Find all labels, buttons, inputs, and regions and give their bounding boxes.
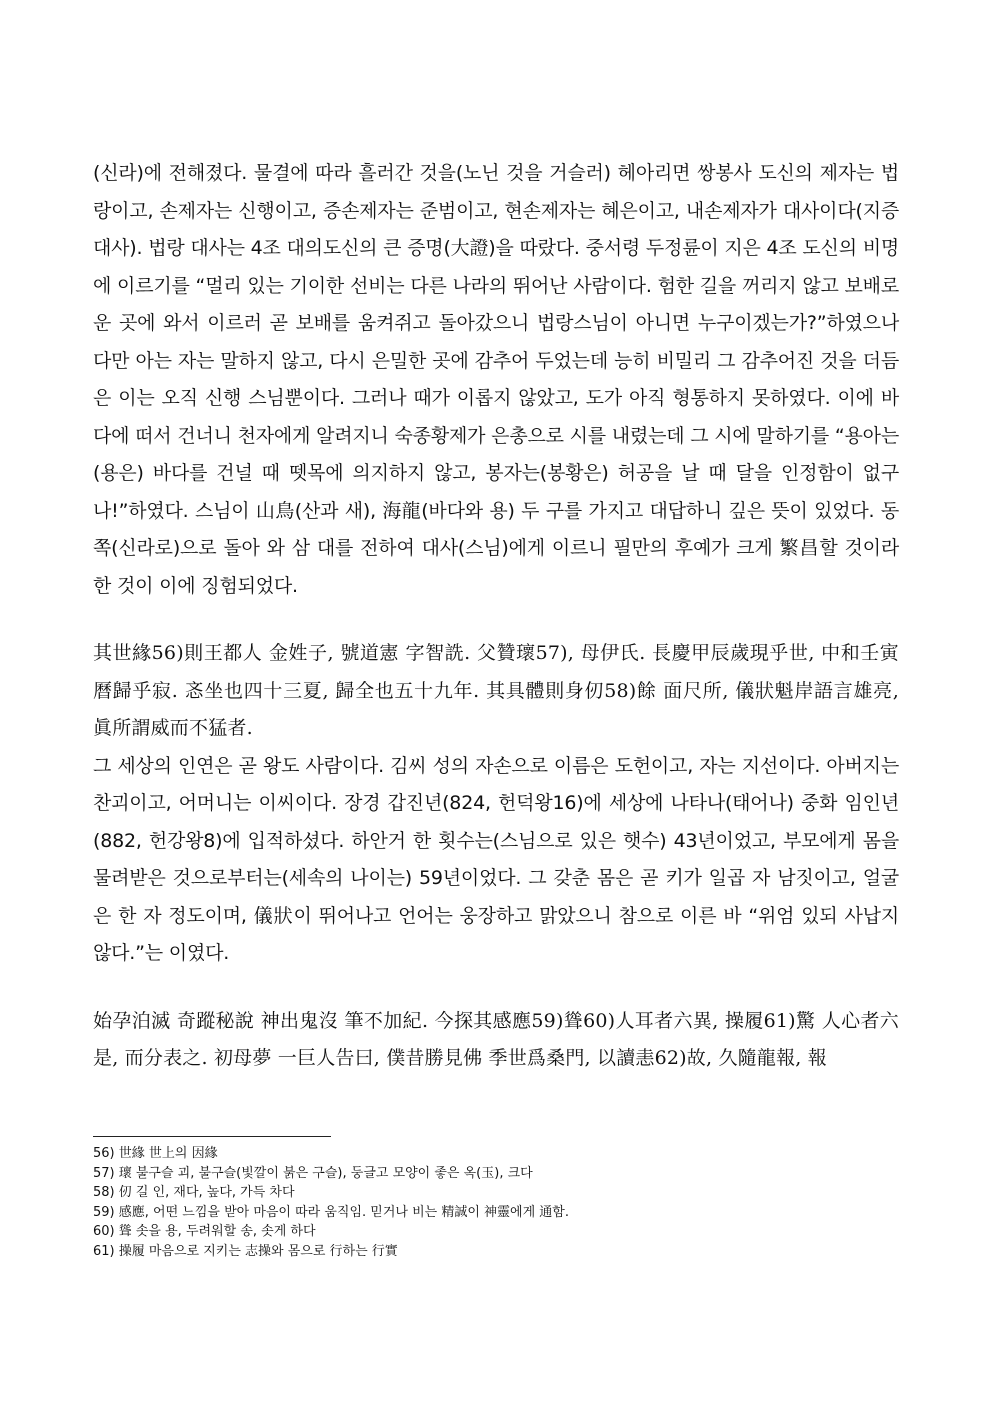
footnote-59: 59) 感應, 어떤 느낌을 받아 마음이 따라 움직임. 믿거나 비는 精誠이 神靈에게 通함. (93, 1204, 569, 1220)
classical-paragraph-1: 其世緣56)則王都人 金姓子, 號道憲 字智詵. 父贊瓌57), 母伊氏. 長慶甲辰歲現乎世, 中和壬寅曆歸乎寂. 忞坐也四十三夏, 歸全也五十九年. 其具體則身仞58)餘 面尺所, 儀狀魁岸語言雄亮, 眞所謂威而不猛者. (93, 642, 899, 739)
classical-paragraph-2: 始孕泊滅 奇蹤秘說 神出鬼沒 筆不加紀. 今探其感應59)聳60)人耳者六異, 操履61)驚 人心者六是, 而分表之. 初母夢 一巨人告曰, 僕昔勝見佛 季世爲桑門, 以讀恚62)故, 久隨龍報, 報 (93, 1009, 899, 1069)
footnotes (93, 1136, 899, 1262)
translation-paragraph-1: (신라)에 전해졌다. 물결에 따라 흘러간 것을(노닌 것을 거슬러) 헤아리면 쌍봉사 도신의 제자는 법랑이고, 손제자는 신행이고, 증손제자는 준범이고, 현손제자는 혜은이고, 내손제자가 대사이다(지증대사). 법랑 대사는 4조 대의도신의 큰 증명(大證)을 따랐다. 중서령 두정륜이 지은 4조 도신의 비명에 이르기를 “멀리 있는 기이한 선비는 다른 나라의 뛰어난 사람이다. 험한 길을 꺼리지 않고 보배로운 곳에 와서 이르러 곧 보배를 움켜쥐고 돌아갔으니 법랑스님이 아니면 누구이겠는가?”하였으나 다만 아는 자는 말하지 않고, 다시 은밀한 곳에 감추어 두었는데 능히 비밀리 그 감추어진 것을 더듬은 이는 오직 신행 스님뿐이다. 그러나 때가 이롭지 않았고, 도가 아직 형통하지 못하였다. 이에 바다에 떠서 건너니 천자에게 알려지니 숙종황제가 은총으로 시를 내렸는데 그 시에 말하기를 “용아는(용은) 바다를 건널 때 뗏목에 의지하지 않고, 봉자는(봉황은) 허공을 날 때 달을 인정함이 없구나!”하였다. 스님이 山鳥(산과 새), 海龍(바다와 용) 두 구를 가지고 대답하니 깊은 뜻이 있었다. 동쪽(신라로)으로 돌아 와 삼 대를 전하여 대사(스님)에게 이르니 필만의 후예가 크게 繁昌할 것이라 한 것이 이에 징험되었다. (93, 162, 899, 597)
footnote-61: 61) 操履 마음으로 지키는 志操와 몸으로 行하는 行實 (93, 1243, 398, 1259)
footnote-separator (93, 1136, 331, 1137)
footnote-57: 57) 瓌 불구슬 괴, 불구슬(빛깔이 붉은 구슬), 둥글고 모양이 좋은 옥(玉), 크다 (93, 1165, 533, 1181)
footnote-58: 58) 仞 길 인, 재다, 높다, 가득 차다 (93, 1185, 295, 1201)
paragraph-gap (93, 605, 899, 635)
paragraph-gap (93, 973, 899, 1003)
footnote-56: 56) 世緣 世上의 因緣 (93, 1146, 218, 1161)
footnote-60: 60) 聳 솟을 용, 두려워할 송, 솟게 하다 (93, 1224, 316, 1240)
translation-paragraph-2: 그 세상의 인연은 곧 왕도 사람이다. 김씨 성의 자손으로 이름은 도헌이고, 자는 지선이다. 아버지는 찬괴이고, 어머니는 이씨이다. 장경 갑진년(824, 헌덕왕16)에 세상에 나타나(태어나) 중화 임인년(882, 헌강왕8)에 입적하셨다. 하안거 한 횟수는(스님으로 있은 햇수) 43년이었고, 부모에게 몸을 물려받은 것으로부터는(세속의 나이는) 59년이었다. 그 갖춘 몸은 곧 키가 일곱 자 남짓이고, 얼굴은 한 자 정도이며, 儀狀이 뛰어나고 언어는 웅장하고 맑았으니 참으로 이른 바 “위엄 있되 사납지 않다.”는 이였다. (93, 754, 899, 964)
body-text (93, 155, 899, 1078)
